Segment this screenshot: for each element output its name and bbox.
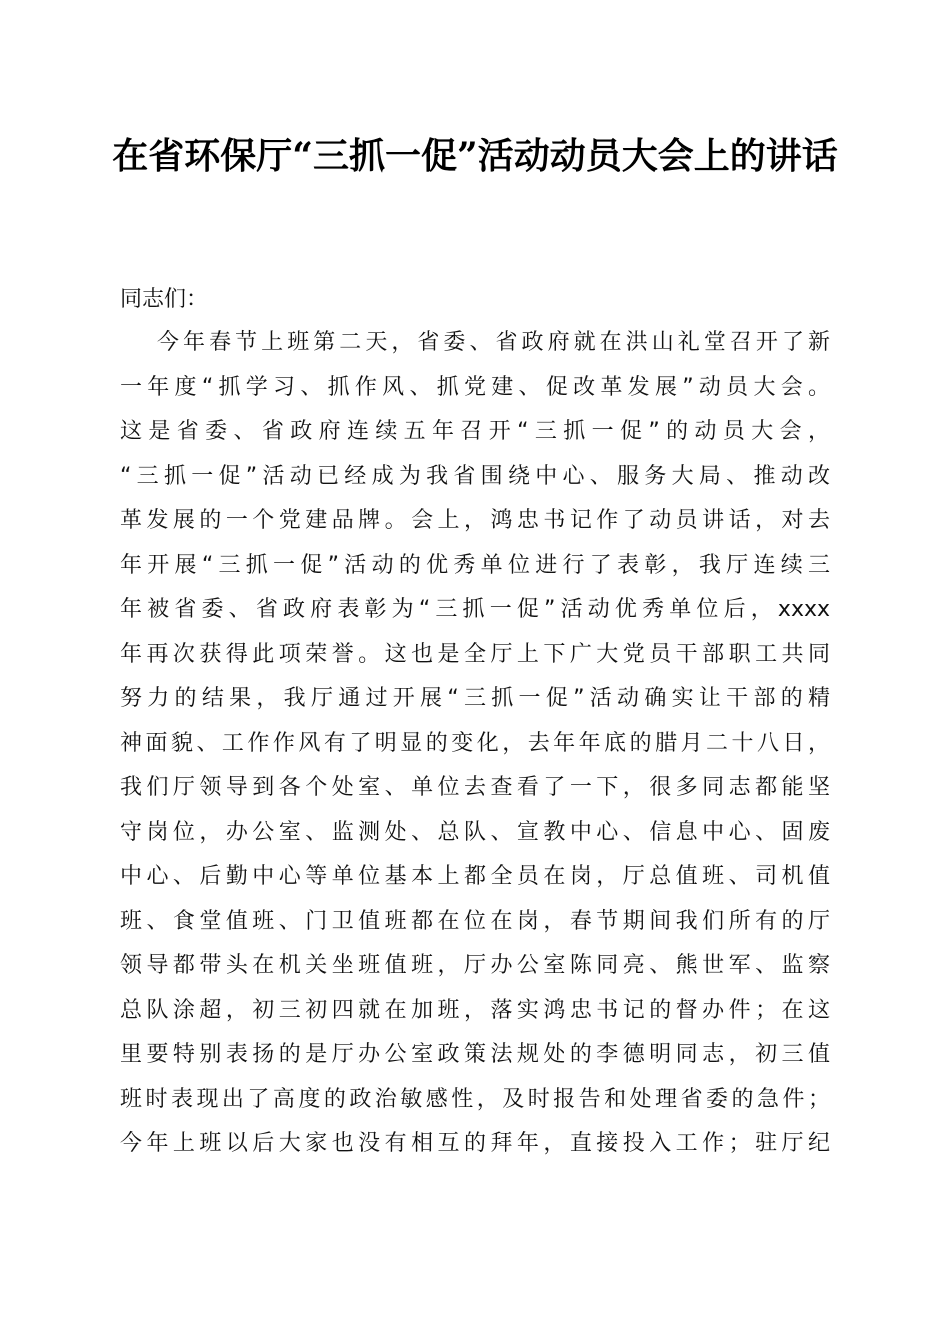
- text-line: 我们厅领导到各个处室、单位去查看了一下，很多同志都能坚: [120, 775, 830, 800]
- text-line: 班、食堂值班、门卫值班都在位在岗，春节期间我们所有的厅: [120, 908, 830, 934]
- speech-body: [120, 321, 830, 1167]
- text-line: 年被省委、省政府表彰为“三抓一促”活动优秀单位后，xxxx: [120, 597, 830, 622]
- text-line: 今年春节上班第二天，省委、省政府就在洪山礼堂召开了新: [157, 330, 830, 355]
- text-line: 年再次获得此项荣誉。这也是全厅上下广大党员干部职工共同: [120, 641, 830, 667]
- text-line: 里要特别表扬的是厅办公室政策法规处的李德明同志，初三值: [120, 1042, 830, 1067]
- text-line: “三抓一促”活动已经成为我省围绕中心、服务大局、推动改: [120, 463, 830, 489]
- text-line: 革发展的一个党建品牌。会上，鸿忠书记作了动员讲话，对去: [120, 508, 830, 533]
- text-line: 中心、后勤中心等单位基本上都全员在岗，厅总值班、司机值: [120, 864, 830, 889]
- text-line: 领导都带头在机关坐班值班，厅办公室陈同亮、熊世军、监察: [120, 953, 830, 978]
- text-line: 努力的结果，我厅通过开展“三抓一促”活动确实让干部的精: [120, 686, 830, 711]
- text-line: 今年上班以后大家也没有相互的拜年，直接投入工作；驻厅纪: [120, 1131, 830, 1156]
- text-line: 一年度“抓学习、抓作风、抓党建、促改革发展”动员大会。: [120, 374, 830, 400]
- salutation: 同志们：: [120, 287, 209, 312]
- text-line: 守岗位，办公室、监测处、总队、宣教中心、信息中心、固废: [120, 819, 830, 845]
- text-line: 神面貌、工作作风有了明显的变化，去年年底的腊月二十八日，: [120, 730, 830, 756]
- text-line: 班时表现出了高度的政治敏感性，及时报告和处理省委的急件；: [120, 1086, 830, 1112]
- text-line: 总队涂超，初三初四就在加班，落实鸿忠书记的督办件；在这: [120, 997, 830, 1023]
- text-line: 年开展“三抓一促”活动的优秀单位进行了表彰，我厅连续三: [120, 552, 830, 578]
- text-line: 这是省委、省政府连续五年召开“三抓一促”的动员大会，: [120, 419, 830, 444]
- document-title: 在省环保厅“三抓一促”活动动员大会上的讲话: [112, 135, 838, 177]
